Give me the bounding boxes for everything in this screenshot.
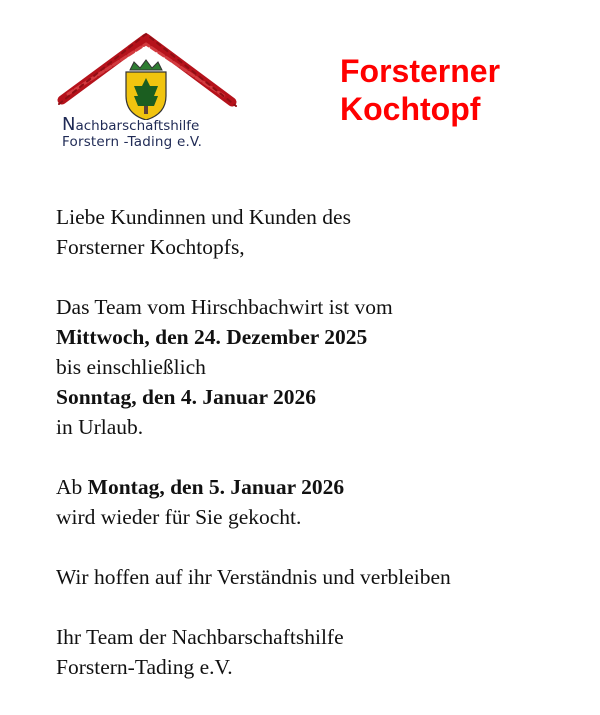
reopen-paragraph: [56, 472, 576, 532]
vacation-outro: in Urlaub.: [56, 415, 144, 439]
signature-line-1: Ihr Team der Nachbarschaftshilfe: [56, 625, 344, 649]
vacation-intro: Das Team vom Hirschbachwirt ist vom: [56, 295, 393, 319]
coat-of-arms-icon: [126, 60, 166, 120]
reopen-prefix: Ab: [56, 475, 88, 499]
title-line-1: Forsterner: [340, 53, 501, 89]
logo-org-subtitle: Forstern -Tading e.V.: [62, 134, 203, 150]
vacation-end-date: Sonntag, den 4. Januar 2026: [56, 385, 317, 409]
title-line-2: Kochtopf: [340, 91, 481, 127]
greeting-line-2: Forsterner Kochtopfs,: [56, 235, 245, 259]
reopen-date: Montag, den 5. Januar 2026: [87, 475, 345, 499]
reopen-text: wird wieder für Sie gekocht.: [56, 505, 302, 529]
signature: [56, 622, 576, 682]
vacation-paragraph: [56, 292, 576, 442]
page-title: [340, 52, 500, 128]
signature-line-2: Forstern-Tading e.V.: [56, 655, 233, 679]
closing-paragraph: Wir hoffen auf ihr Verständnis und verbleiben: [56, 565, 451, 589]
greeting: [56, 202, 576, 262]
greeting-line-1: Liebe Kundinnen und Kunden des: [56, 205, 351, 229]
organization-logo: [54, 30, 244, 155]
vacation-start-date: Mittwoch, den 24. Dezember 2025: [56, 325, 368, 349]
letter-body: [56, 202, 576, 712]
logo-org-name: Nachbarschaftshilfe: [62, 114, 200, 135]
house-roof-icon: [54, 30, 244, 120]
vacation-until: bis einschließlich: [56, 355, 206, 379]
